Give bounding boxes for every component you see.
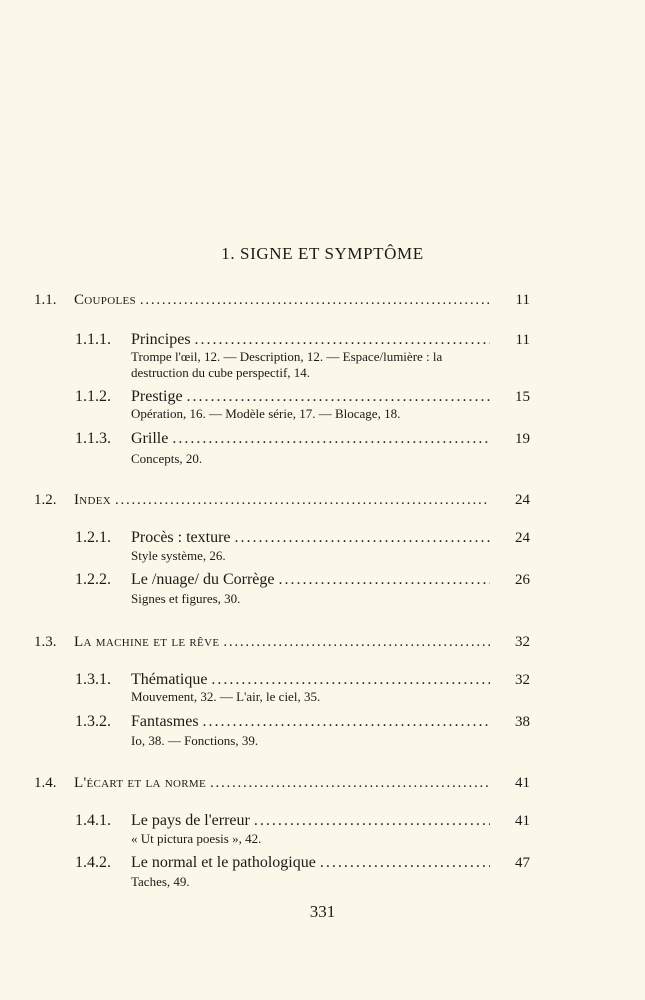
subsection-detail: « Ut pictura poesis », 42.: [131, 831, 262, 846]
subsection-number: 1.1.1.: [75, 331, 111, 348]
dot-leader: [254, 812, 490, 830]
subsection-number: 1.4.1.: [75, 812, 111, 829]
page-number: 24: [515, 530, 530, 546]
toc-subsection-1-2-1: [75, 529, 530, 547]
dot-leader: [115, 492, 490, 509]
subsection-title: Procès : texture: [131, 529, 231, 546]
toc-section-1-2: [34, 492, 530, 509]
toc-section-1-4: [34, 775, 530, 792]
subsection-title: Le /nuage/ du Corrège: [131, 571, 275, 588]
toc-section-1-1: [34, 292, 530, 309]
folio-page-number: 331: [309, 902, 336, 921]
subsection-detail: Opération, 16. — Modèle série, 17. — Blocage, 18.: [131, 406, 401, 421]
dot-leader: [172, 430, 490, 448]
subsection-number: 1.1.2.: [75, 388, 111, 405]
toc-subsection-1-4-1: [75, 812, 530, 830]
subsection-title: Grille: [131, 430, 169, 447]
section-title: L'écart et la norme: [74, 775, 207, 791]
subsection-title: Prestige: [131, 388, 183, 405]
toc-section-1-3: [34, 634, 530, 651]
page-number: 32: [515, 634, 530, 650]
page-number: 24: [515, 492, 530, 508]
page-number: 41: [515, 813, 530, 829]
section-title: Index: [74, 492, 112, 508]
subsection-detail: Trompe l'œil, 12. — Description, 12. — Espace/lumière : la destruction du cube perspectif, 14.: [131, 349, 443, 380]
subsection-number: 1.2.1.: [75, 529, 111, 546]
dot-leader: [195, 331, 490, 349]
subsection-number: 1.1.3.: [75, 430, 111, 447]
toc-subsection-1-1-2: [75, 388, 530, 406]
page-number: 47: [515, 855, 530, 871]
section-number: 1.1.: [34, 292, 57, 308]
page-number: 11: [515, 292, 530, 308]
section-title: Coupoles: [74, 292, 136, 308]
page-number: 26: [515, 572, 530, 588]
dot-leader: [279, 571, 491, 589]
section-number: 1.2.: [34, 492, 57, 508]
subsection-number: 1.3.1.: [75, 671, 111, 688]
page-number: 41: [515, 775, 530, 791]
subsection-detail: Taches, 49.: [131, 874, 190, 889]
dot-leader: [187, 388, 490, 406]
page-number: 32: [515, 672, 530, 688]
subsection-number: 1.2.2.: [75, 571, 111, 588]
subsection-detail: Signes et figures, 30.: [131, 591, 241, 606]
toc-subsection-1-3-1: [75, 671, 530, 689]
dot-leader: [140, 292, 490, 309]
subsection-title: Thématique: [131, 671, 208, 688]
dot-leader: [223, 634, 490, 651]
chapter-title: 1. SIGNE ET SYMPTÔME: [221, 244, 424, 263]
subsection-title: Principes: [131, 331, 191, 348]
subsection-detail: Mouvement, 32. — L'air, le ciel, 35.: [131, 689, 321, 704]
toc-subsection-1-2-2: [75, 571, 530, 589]
section-number: 1.4.: [34, 775, 57, 791]
subsection-title: Le normal et le pathologique: [131, 854, 316, 871]
toc-subsection-1-3-2: [75, 713, 530, 731]
toc-subsection-1-1-1: [75, 331, 530, 349]
dot-leader: [203, 713, 490, 731]
subsection-detail: Io, 38. — Fonctions, 39.: [131, 733, 259, 748]
dot-leader: [211, 671, 490, 689]
subsection-detail: Concepts, 20.: [131, 451, 203, 466]
subsection-number: 1.4.2.: [75, 854, 111, 871]
subsection-number: 1.3.2.: [75, 713, 111, 730]
toc-subsection-1-1-3: [75, 430, 530, 448]
dot-leader: [320, 854, 490, 872]
toc-subsection-1-4-2: [75, 854, 530, 872]
subsection-title: Le pays de l'erreur: [131, 812, 250, 829]
subsection-title: Fantasmes: [131, 713, 199, 730]
page-number: 11: [515, 332, 530, 348]
section-title: La machine et le rêve: [74, 634, 220, 650]
page-number: 38: [515, 714, 530, 730]
subsection-detail: Style système, 26.: [131, 548, 226, 563]
section-number: 1.3.: [34, 634, 57, 650]
page-number: 19: [515, 431, 530, 447]
page-number: 15: [515, 389, 530, 405]
dot-leader: [235, 529, 490, 547]
dot-leader: [210, 775, 490, 792]
